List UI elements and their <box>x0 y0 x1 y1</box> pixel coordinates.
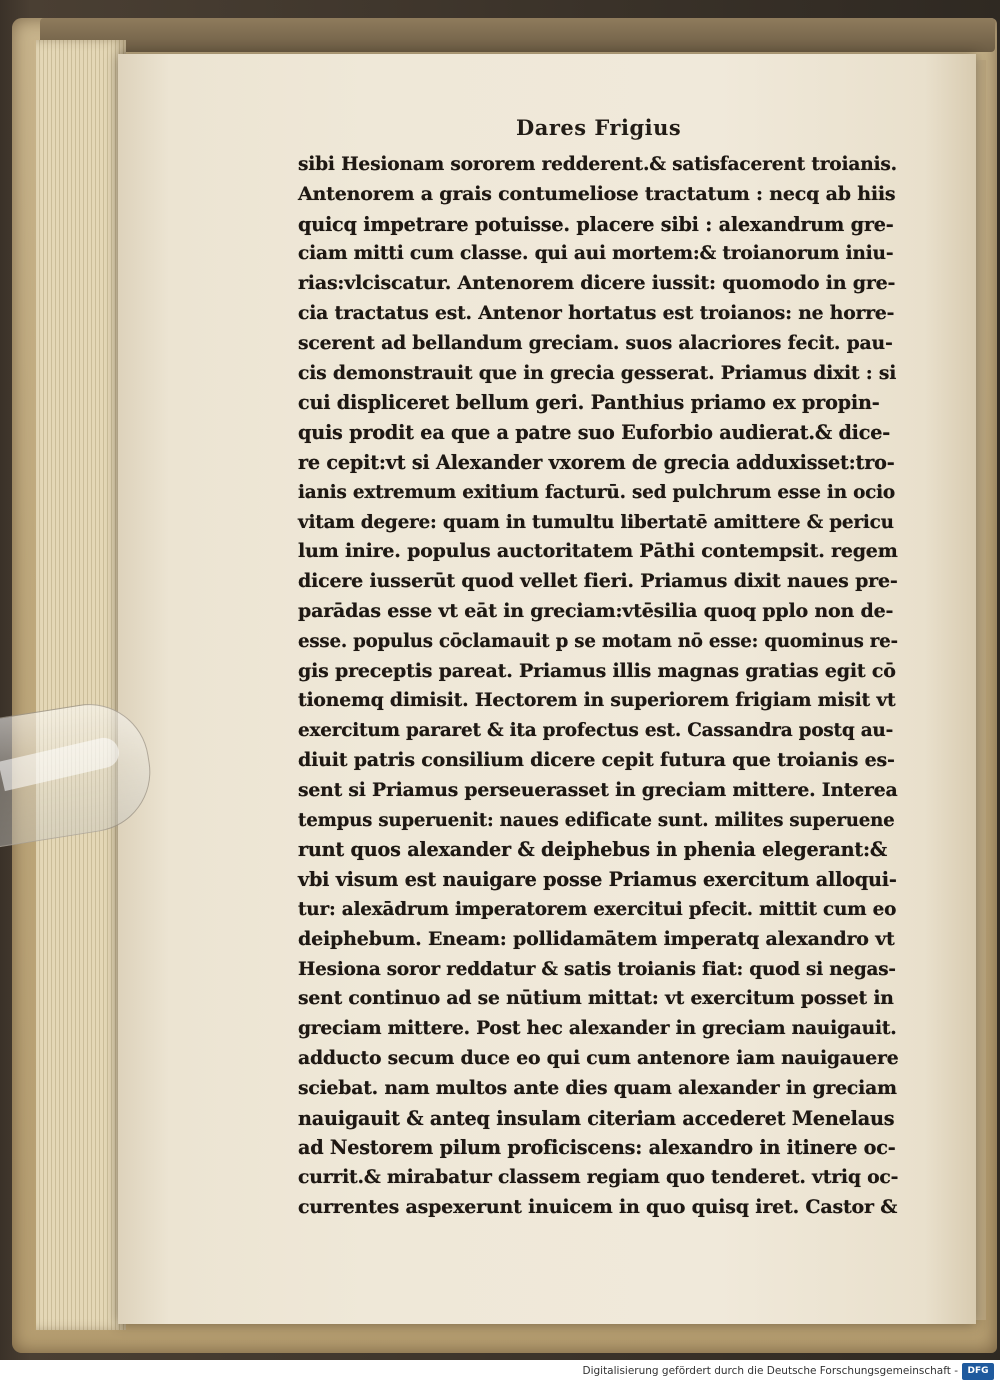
text-line: parādas esse vt eāt in greciam:vtēsilia quoq pplo non de- <box>298 599 894 622</box>
text-line: currentes aspexerunt inuicem in quo quisq iret. Castor & <box>298 1195 898 1218</box>
text-line: Antenorem a grais contumeliose tractatum : necq ab hiis <box>298 182 896 205</box>
text-line: lum inire. populus auctoritatem Pāthi contempsit. regem <box>298 540 898 563</box>
text-line: rias:vlciscatur. Antenorem dicere iussit: quomodo in gre- <box>298 272 896 295</box>
cover-top-edge <box>40 18 995 52</box>
text-line: deiphebum. Eneam: pollidamātem imperatq alexandro vt <box>298 927 895 950</box>
text-line: sent si Priamus perseuerasset in greciam mittere. Interea <box>298 778 898 801</box>
text-line: quicq impetrare potuisse. placere sibi : alexandrum gre- <box>298 212 894 236</box>
text-line: esse. populus cōclamauit p se motam nō esse: quominus re- <box>298 630 898 652</box>
text-line: cia tractatus est. Antenor hortatus est troianos: ne horre- <box>298 301 895 324</box>
digitization-footer <box>0 1360 1000 1385</box>
text-line: Hesiona soror reddatur & satis troianis fiat: quod si negas- <box>298 958 896 980</box>
funding-credit: Digitalisierung gefördert durch die Deutsche Forschungsgemeinschaft - <box>582 1365 958 1377</box>
text-line: re cepit:vt si Alexander vxorem de grecia adduxisset:tro- <box>298 450 895 474</box>
text-line: adducto secum duce eo qui cum antenore iam nauigauere <box>298 1046 899 1069</box>
dfg-logo: DFG <box>962 1363 994 1380</box>
body-text <box>298 150 898 1223</box>
text-line: dicere iusserūt quod vellet fieri. Priamus dixit naues pre- <box>298 570 898 593</box>
text-line: quis prodit ea que a patre suo Euforbio audierat.& dice- <box>298 421 890 445</box>
text-line: sibi Hesionam sororem redderent.& satisfacerent troianis. <box>298 154 897 175</box>
text-line: vitam degere: quam in tumultu libertatē amittere & pericu <box>298 511 894 533</box>
text-line: ianis extremum exitium facturū. sed pulchrum esse in ocio <box>298 481 895 503</box>
text-line: nauigauit & anteq insulam citeriam accederet Menelaus <box>298 1106 895 1130</box>
text-line: cui displiceret bellum geri. Panthius priamo ex propin- <box>298 391 880 415</box>
text-line: scerent ad bellandum greciam. suos alacriores fecit. pau- <box>298 331 893 354</box>
text-line: greciam mittere. Post hec alexander in greciam nauigauit. <box>298 1018 897 1040</box>
text-line: ad Nestorem pilum proficiscens: alexandro in itinere oc- <box>298 1136 896 1160</box>
text-line: vbi visum est nauigare posse Priamus exercitum alloqui- <box>298 868 897 892</box>
text-line: ciam mitti cum classe. qui aui mortem:& troianorum iniu- <box>298 243 894 265</box>
text-line: exercitum pararet & ita profectus est. Cassandra postq au- <box>298 720 894 742</box>
text-line: gis preceptis pareat. Priamus illis magnas gratias egit cō <box>298 659 896 682</box>
text-line: tempus superuenit: naues edificate sunt. milites superuene <box>298 809 895 831</box>
text-line: sciebat. nam multos ante dies quam alexander in greciam <box>298 1076 897 1099</box>
text-line: tionemq dimisit. Hectorem in superiorem frigiam misit vt <box>298 689 896 712</box>
text-line: runt quos alexander & deiphebus in phenia elegerant:& <box>298 838 888 862</box>
text-line: diuit patris consilium dicere cepit futura que troianis es- <box>298 748 895 771</box>
text-line: sent continuo ad se nūtium mittat: vt exercitum posset in <box>298 987 894 1010</box>
text-line: currit.& mirabatur classem regiam quo tenderet. vtriq oc- <box>298 1166 899 1189</box>
text-line: tur: alexādrum imperatorem exercitui pfecit. mittit cum eo <box>298 898 897 920</box>
page-edges <box>36 40 126 1330</box>
text-line: cis demonstrauit que in grecia gesserat. Priamus dixit : si <box>298 361 897 384</box>
running-head: Dares Frigius <box>516 115 682 140</box>
